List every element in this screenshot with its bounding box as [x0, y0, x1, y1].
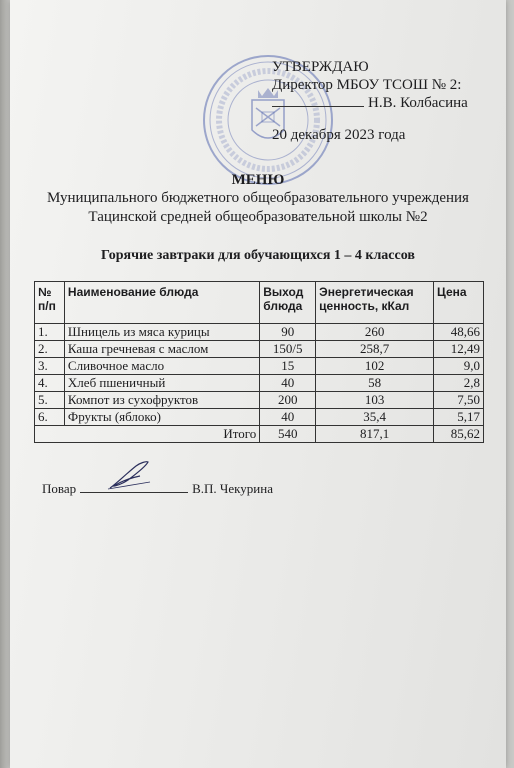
col-header-output: Выход блюда: [260, 282, 316, 324]
dish-energy: 260: [316, 324, 434, 341]
table-row: [35, 341, 484, 358]
row-number: 4.: [35, 375, 65, 392]
total-price: 85,62: [434, 426, 484, 443]
signature-underline: [272, 106, 364, 107]
cook-signature-line: [80, 492, 188, 493]
dish-price: 12,49: [434, 341, 484, 358]
dish-name: Сливочное масло: [64, 358, 259, 375]
approval-position: Директор МБОУ ТСОШ № 2:: [272, 77, 462, 93]
organization-line-2: Тацинской средней общеобразовательной школы №2: [88, 209, 428, 225]
col-header-number: № п/п: [35, 282, 65, 324]
organization-line-1: Муниципального бюджетного общеобразовательного учреждения: [47, 190, 469, 206]
total-output: 540: [260, 426, 316, 443]
document-title: МЕНЮ: [231, 172, 285, 188]
dish-output: 90: [260, 324, 316, 341]
table-row: [35, 324, 484, 341]
total-energy: 817,1: [316, 426, 434, 443]
col-header-price: Цена: [434, 282, 484, 324]
dish-energy: 258,7: [316, 341, 434, 358]
approval-name: Н.В. Колбасина: [368, 95, 468, 111]
dish-output: 40: [260, 409, 316, 426]
approval-block: [272, 58, 468, 144]
table-row: [35, 392, 484, 409]
dish-price: 2,8: [434, 375, 484, 392]
table-total-row: [35, 426, 484, 443]
menu-table: [34, 281, 484, 443]
dish-name: Фрукты (яблоко): [64, 409, 259, 426]
row-number: 1.: [35, 324, 65, 341]
table-row: [35, 358, 484, 375]
dish-name: Хлеб пшеничный: [64, 375, 259, 392]
approval-signature-line: [272, 94, 468, 112]
total-label: Итого: [35, 426, 260, 443]
dish-energy: 102: [316, 358, 434, 375]
row-number: 3.: [35, 358, 65, 375]
dish-price: 48,66: [434, 324, 484, 341]
dish-energy: 35,4: [316, 409, 434, 426]
approval-word: УТВЕРЖДАЮ: [272, 59, 369, 75]
dish-output: 15: [260, 358, 316, 375]
dish-name: Компот из сухофруктов: [64, 392, 259, 409]
row-number: 5.: [35, 392, 65, 409]
table-row: [35, 409, 484, 426]
cook-name: В.П. Чекурина: [192, 481, 273, 496]
cook-signature-block: [42, 481, 273, 497]
row-number: 6.: [35, 409, 65, 426]
table-header-row: [35, 282, 484, 324]
dish-energy: 103: [316, 392, 434, 409]
dish-name: Шницель из мяса курицы: [64, 324, 259, 341]
menu-subtitle: Горячие завтраки для обучающихся 1 – 4 классов: [101, 248, 415, 263]
row-number: 2.: [35, 341, 65, 358]
dish-output: 40: [260, 375, 316, 392]
dish-energy: 58: [316, 375, 434, 392]
dish-output: 200: [260, 392, 316, 409]
col-header-energy: Энергетическая ценность, кКал: [316, 282, 434, 324]
dish-name: Каша гречневая с маслом: [64, 341, 259, 358]
dish-price: 5,17: [434, 409, 484, 426]
background-edge: [0, 0, 10, 768]
dish-output: 150/5: [260, 341, 316, 358]
dish-price: 7,50: [434, 392, 484, 409]
cook-label: Повар: [42, 481, 77, 496]
col-header-dish: Наименование блюда: [64, 282, 259, 324]
dish-price: 9,0: [434, 358, 484, 375]
table-row: [35, 375, 484, 392]
approval-date: 20 декабря 2023 года: [272, 127, 406, 143]
